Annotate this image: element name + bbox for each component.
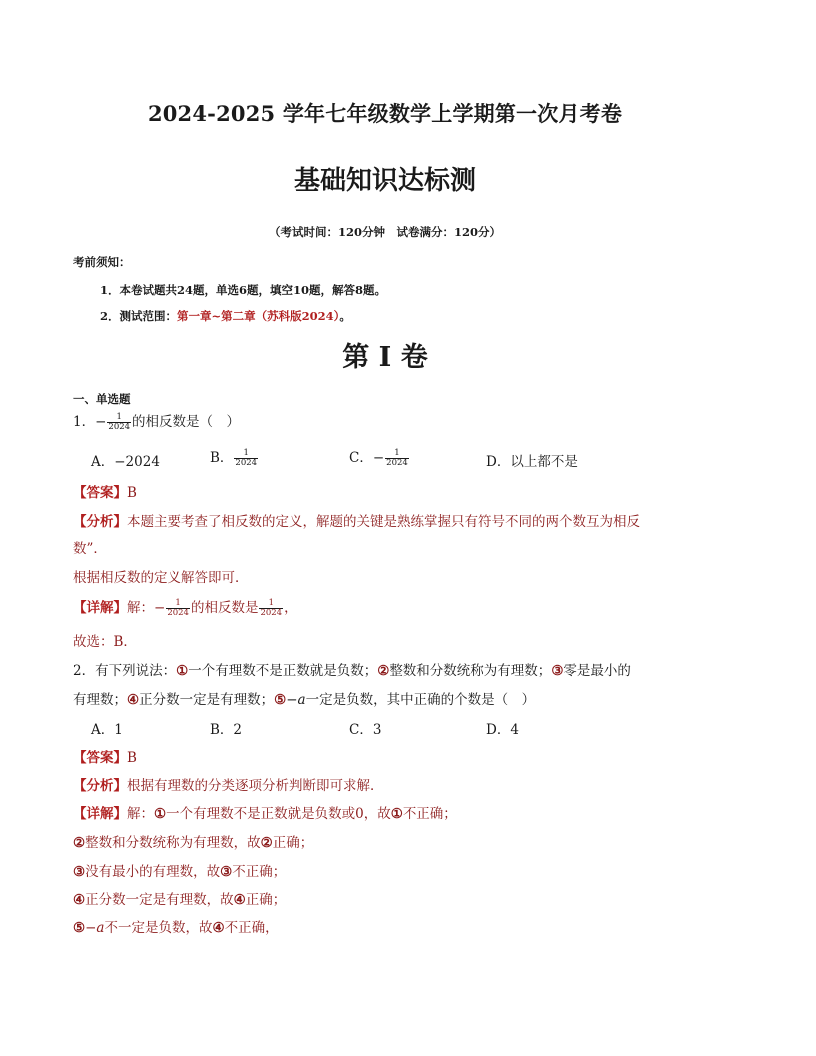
q1-frac-num: 1 — [107, 413, 131, 423]
q2-detail-tag: 【详解】 — [73, 806, 127, 822]
q2-detail-1-pre: 解： — [127, 806, 154, 822]
q1-option-c-label: C．− — [349, 450, 385, 466]
q2-detail-3-text: 没有最小的有理数，故 — [85, 864, 221, 880]
q2-detail-1-circle-ref: ① — [390, 806, 403, 822]
q1-option-b-fraction — [234, 449, 258, 468]
q2-circle-3: ③ — [551, 663, 564, 679]
q1-number: 1． — [73, 414, 96, 430]
q2-statement-5: 一定是负数，其中正确的个数是（ ） — [305, 692, 536, 708]
q1-option-b-label: B． — [210, 450, 234, 466]
q2-detail-2-circle-ref: ② — [260, 835, 273, 851]
q2-detail-4-circle: ④ — [73, 892, 86, 908]
q1-detail-fraction-2 — [259, 599, 283, 618]
q2-circle-4: ④ — [127, 692, 140, 708]
q2-answer — [73, 746, 137, 766]
notes-item-2 — [100, 308, 351, 324]
q2-detail-5 — [73, 916, 279, 936]
q1-option-b-frac-den: 2024 — [235, 458, 258, 468]
q2-option-c: C．3 — [349, 722, 382, 738]
q1-detail-frac2-den: 2024 — [260, 608, 283, 618]
q2-detail-5-end: 不正确， — [224, 920, 279, 936]
q1-detail-end: ， — [284, 600, 298, 616]
q2-detail-3-end: 不正确； — [232, 864, 287, 880]
q1-stem-tail: 的相反数是（ ） — [132, 414, 241, 430]
q1-option-b — [210, 446, 259, 468]
q1-detail-fraction-1 — [166, 599, 190, 618]
section-part: 一、单选题 — [73, 392, 131, 406]
q2-detail-1-end: 不正确； — [402, 806, 457, 822]
notes-heading: 考前须知： — [73, 255, 131, 269]
q2-detail-4-circle-ref: ④ — [233, 892, 246, 908]
q1-detail-frac2-num: 1 — [259, 599, 283, 609]
q2-statement-1: 一个有理数不是正数就是负数； — [188, 663, 378, 679]
q2-detail-5-circle: ⑤ — [73, 920, 86, 936]
q1-conclusion: 故选：B． — [73, 634, 137, 650]
q2-detail-3-circle-ref: ③ — [220, 864, 233, 880]
q2-detail-4 — [73, 888, 286, 908]
q1-option-a: A．−2024 — [91, 454, 160, 470]
q1-option-b-frac-num: 1 — [234, 449, 258, 459]
q2-detail-5-var: a — [96, 920, 105, 936]
q2-detail-4-end: 正确； — [245, 892, 287, 908]
q2-analysis — [73, 774, 384, 794]
q2-line2-pre: 有理数； — [73, 692, 127, 708]
q2-detail-1-circle: ① — [154, 806, 167, 822]
q2-stem-line2 — [73, 688, 535, 708]
q1-answer-value: B — [127, 485, 137, 501]
q2-detail-2-end: 正确； — [272, 835, 314, 851]
q2-detail-3-circle: ③ — [73, 864, 86, 880]
notes-item-2-prefix: 2．测试范围： — [100, 309, 178, 323]
q1-analysis-line2: 数”． — [73, 541, 107, 557]
q1-option-c-fraction — [385, 449, 409, 468]
q2-detail-5-circle-ref: ④ — [212, 920, 225, 936]
q1-answer-tag: 【答案】 — [73, 485, 127, 501]
q1-answer — [73, 481, 137, 501]
exam-subtitle: 基础知识达标测 — [293, 166, 476, 196]
q2-detail-2-circle: ② — [73, 835, 86, 851]
q1-option-d: D．以上都不是 — [486, 454, 578, 470]
q2-stem-line1 — [73, 659, 631, 679]
q1-detail-frac1-den: 2024 — [167, 608, 189, 618]
q2-option-d: D．4 — [486, 722, 519, 738]
q2-statement-4: 正分数一定是有理数； — [139, 692, 275, 708]
q2-option-a: A．1 — [91, 722, 123, 738]
q2-circle-5: ⑤ — [274, 692, 287, 708]
q2-analysis-text: 根据有理数的分类逐项分析判断即可求解． — [127, 778, 384, 794]
q2-detail-3 — [73, 860, 286, 880]
notes-item-2-suffix: 。 — [339, 309, 351, 323]
q2-answer-value: B — [127, 750, 137, 766]
notes-item-1: 1．本卷试题共24题，单选6题，填空10题，解答8题。 — [100, 283, 387, 297]
q2-detail-1 — [73, 802, 457, 822]
q1-analysis-text: 本题主要考查了相反数的定义，解题的关键是熟练掌握只有符号不同的两个数互为相反 — [127, 514, 640, 530]
q2-detail-5-minus: − — [85, 920, 97, 936]
q2-detail-4-text: 正分数一定是有理数，故 — [85, 892, 234, 908]
exam-title: 2024-2025 学年七年级数学上学期第一次月考卷 — [147, 101, 623, 126]
q2-answer-tag: 【答案】 — [73, 750, 127, 766]
q2-statement-5-minus: − — [286, 692, 298, 708]
q1-detail-tag: 【详解】 — [73, 600, 127, 616]
q1-minus: − — [95, 414, 107, 430]
q1-detail-mid: 的相反数是 — [190, 600, 259, 616]
q1-option-c-frac-num: 1 — [385, 449, 409, 459]
q1-analysis-tag: 【分析】 — [73, 514, 127, 530]
q1-option-c — [349, 446, 410, 468]
q2-detail-2 — [73, 831, 313, 851]
q2-option-b: B．2 — [210, 722, 243, 738]
q1-detail — [73, 596, 298, 618]
q1-analysis-line3: 根据相反数的定义解答即可． — [73, 570, 249, 586]
q1-detail-pre: 解：− — [127, 600, 166, 616]
q2-circle-1: ① — [176, 663, 189, 679]
q2-circle-2: ② — [377, 663, 390, 679]
notes-item-2-range: 第一章~第二章（苏科版2024） — [177, 309, 340, 323]
q1-frac-den: 2024 — [108, 422, 131, 432]
q2-detail-1-text: 一个有理数不是正数就是负数或0，故 — [166, 806, 391, 822]
q2-detail-5-text: 不一定是负数，故 — [104, 920, 213, 936]
exam-time-info: （考试时间：120分钟 试卷满分：120分） — [268, 225, 501, 239]
section-title: 第 I 卷 — [342, 342, 428, 373]
q2-line1-pre: 2．有下列说法： — [73, 663, 177, 679]
q2-statement-5-var: a — [297, 692, 306, 708]
q1-analysis-line1 — [73, 510, 640, 530]
q2-analysis-tag: 【分析】 — [73, 778, 127, 794]
q2-detail-2-text: 整数和分数统称为有理数，故 — [85, 835, 261, 851]
q1-fraction — [107, 413, 131, 432]
q1-stem — [73, 410, 240, 432]
q1-option-c-frac-den: 2024 — [386, 458, 408, 468]
q2-statement-3: 零是最小的 — [563, 663, 631, 679]
q2-statement-2: 整数和分数统称为有理数； — [389, 663, 552, 679]
q1-detail-frac1-num: 1 — [166, 599, 190, 609]
